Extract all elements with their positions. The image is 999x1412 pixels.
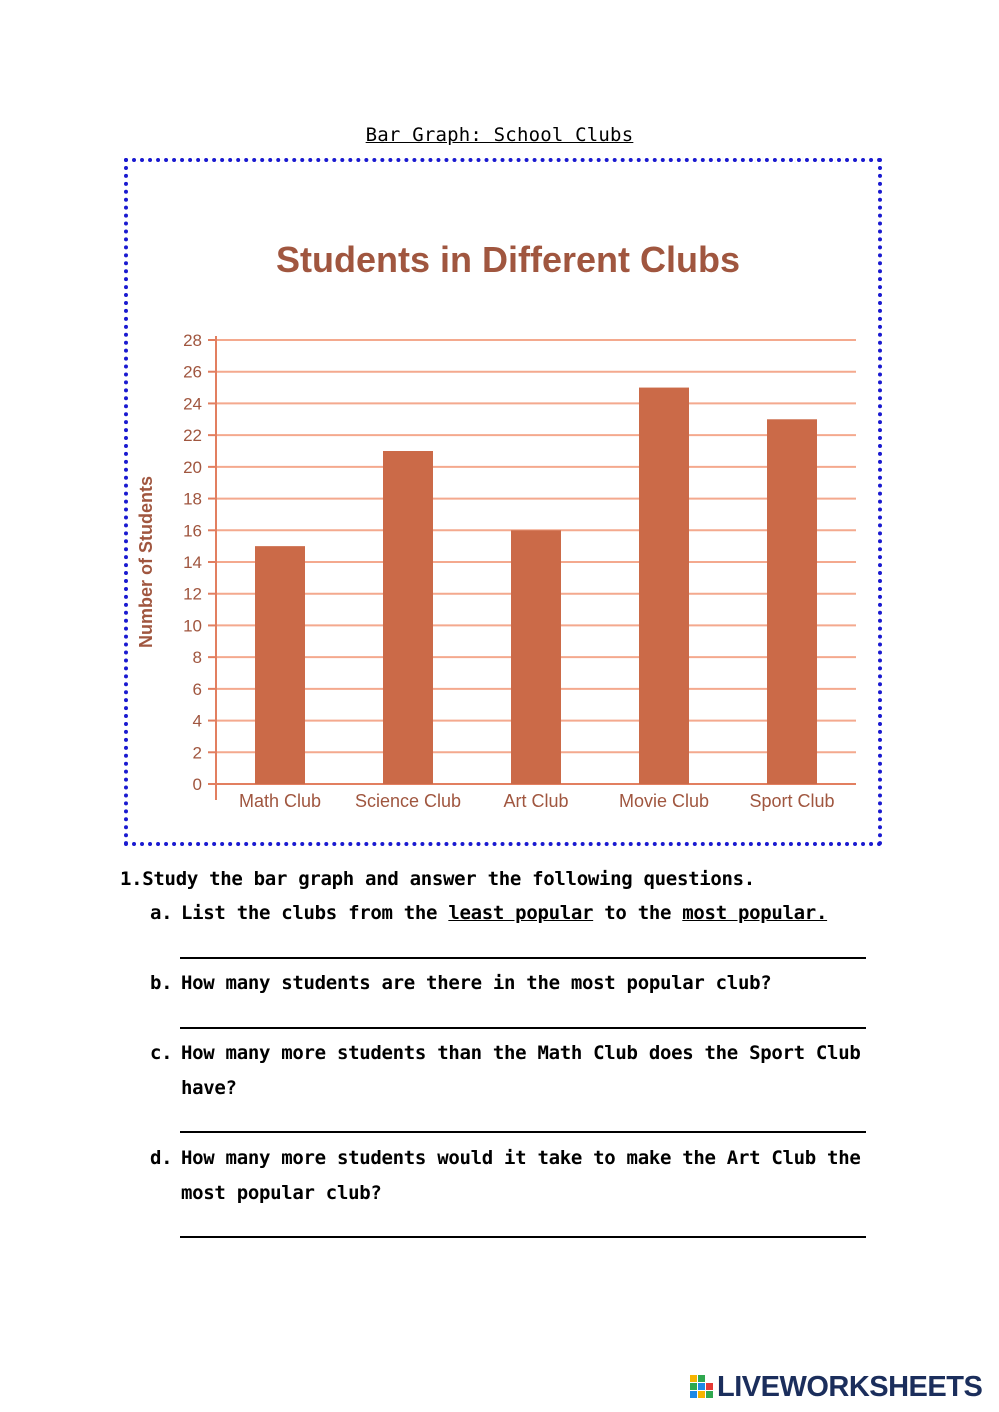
question-a-most-popular: most popular. [682,902,828,924]
question-a-letter: a. [150,902,173,924]
x-tick-label: Movie Club [618,791,710,811]
question-c [150,1036,890,1106]
question-b [150,966,890,1001]
liveworksheets-logo[interactable] [690,1372,982,1402]
chart-frame [124,158,882,846]
question-b-letter: b. [150,972,173,994]
question-d-text: How many more students would it take to make the Art Club the most popular club? [181,1147,861,1204]
question-d [150,1141,890,1211]
y-axis-label: Number of Students [136,475,156,649]
questions-intro: 1.Study the bar graph and answer the following questions. [120,868,755,890]
question-c-text: How many more students than the Math Club does the Sport Club have? [181,1042,861,1099]
y-tick-label: 22 [183,426,202,446]
y-tick-label: 6 [192,679,202,699]
bar-art-club [511,530,561,784]
question-a-part1: List the clubs from the [181,902,449,924]
y-tick-label: 2 [192,743,202,763]
question-b-text: How many students are there in the most popular club? [181,972,772,994]
logo-text: LIVEWORKSHEETS [717,1370,983,1403]
answer-line-d[interactable] [180,1236,866,1238]
x-tick-label: Art Club [503,791,569,811]
bar-science-club [383,451,433,784]
x-tick-label: Science Club [354,791,462,811]
y-tick-label: 26 [183,362,202,382]
y-tick-label: 16 [183,521,202,541]
question-a [150,896,890,931]
answer-line-c[interactable] [180,1131,866,1133]
question-a-part3: to the [593,902,683,924]
chart-title: Students in Different Clubs [275,239,741,280]
x-tick-label: Math Club [238,791,322,811]
question-a-text [181,896,890,931]
answer-line-a[interactable] [180,957,866,959]
question-d-letter: d. [150,1147,173,1169]
bar-chart [128,162,878,842]
bar-movie-club [639,388,689,784]
y-tick-label: 0 [192,775,202,794]
answer-line-b[interactable] [180,1027,866,1029]
y-tick-label: 12 [183,584,202,604]
y-tick-label: 10 [183,616,202,636]
y-tick-label: 8 [192,648,202,668]
y-tick-label: 28 [183,331,202,350]
y-tick-label: 14 [183,553,202,572]
question-a-least-popular: least popular [448,902,594,924]
y-tick-label: 18 [183,489,202,509]
liveworksheets-logo-icon [690,1375,714,1399]
bar-math-club [255,546,305,784]
y-tick-label: 24 [183,394,202,414]
y-tick-label: 4 [192,711,202,731]
bar-sport-club [767,419,817,784]
x-tick-label: Sport Club [749,791,835,811]
y-tick-label: 20 [183,457,202,477]
question-c-letter: c. [150,1042,173,1064]
page-title: Bar Graph: School Clubs [365,124,634,146]
